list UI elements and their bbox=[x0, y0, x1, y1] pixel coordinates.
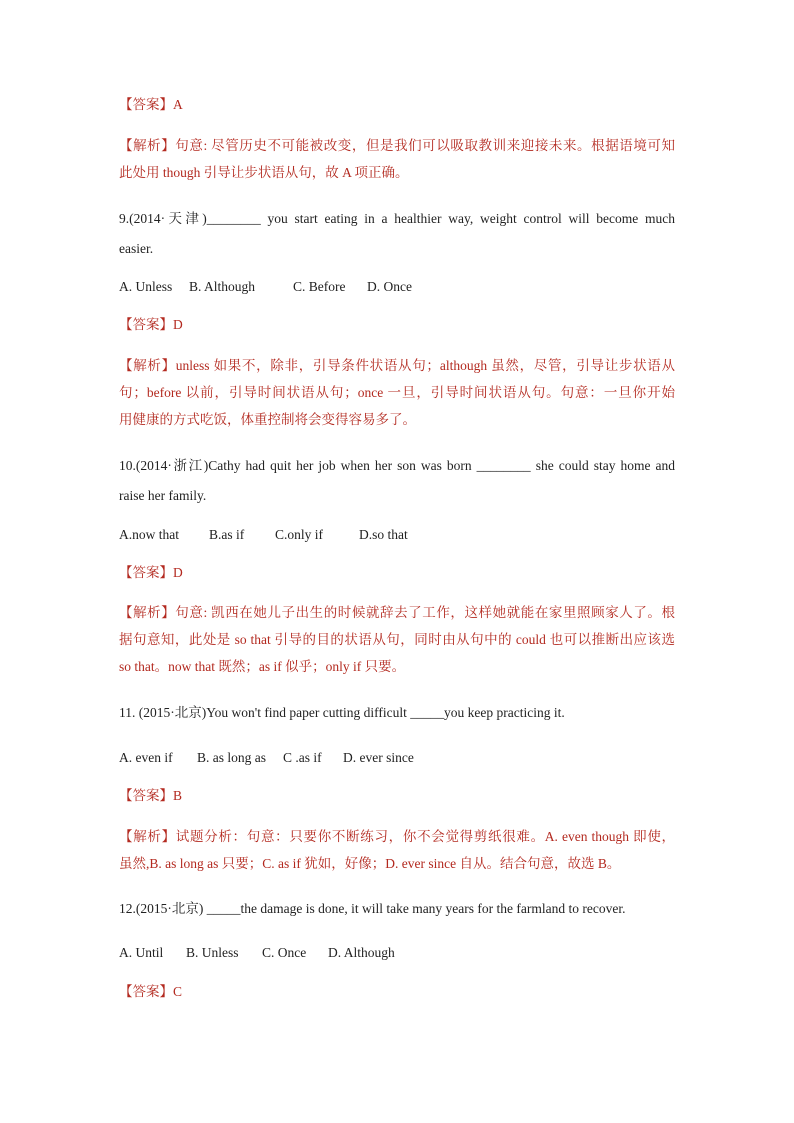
explanation-tag: 【解析】 bbox=[119, 829, 176, 844]
explanation-9-line-3: 用健康的方式吃饭，体重控制将会变得容易多了。 bbox=[119, 412, 416, 427]
option-a: A.now that bbox=[119, 527, 179, 542]
answer-tag: 【答案】 bbox=[119, 317, 173, 332]
option-d: D.so that bbox=[359, 527, 408, 542]
explanation-9-line-1 bbox=[119, 357, 675, 375]
answer-value: D bbox=[173, 317, 183, 332]
explanation-10-line-3: so that。now that 既然；as if 似乎；only if 只要。 bbox=[119, 659, 406, 674]
answer-tag: 【答案】 bbox=[119, 788, 173, 803]
explanation-text: 句意: 凯西在她儿子出生的时候就辞去了工作，这样她就能在家里照顾家人了。根 bbox=[175, 605, 676, 620]
question-10-line-2: raise her family. bbox=[119, 488, 207, 503]
answer-8 bbox=[119, 96, 675, 114]
answer-tag: 【答案】 bbox=[119, 565, 173, 580]
question-9-line-2: easier. bbox=[119, 241, 154, 256]
options-9 bbox=[119, 278, 675, 296]
question-11: 11. (2015·北京)You won't find paper cutting difficult _____you keep practicing it. bbox=[119, 705, 565, 720]
option-d: D. Once bbox=[367, 279, 412, 294]
explanation-tag: 【解析】 bbox=[119, 358, 176, 373]
option-d: D. Although bbox=[328, 945, 395, 960]
question-9-line-1: 9.(2014·天津)________ you start eating in a healthier way, weight control will become much bbox=[119, 211, 675, 226]
explanation-tag: 【解析】 bbox=[119, 138, 176, 153]
explanation-text: 句意: 尽管历史不可能被改变，但是我们可以吸取教训来迎接未来。根据语境可知 bbox=[175, 138, 676, 153]
option-b: B. as long as bbox=[197, 750, 266, 765]
answer-tag: 【答案】 bbox=[119, 97, 173, 112]
options-10 bbox=[119, 526, 675, 544]
option-b: B.as if bbox=[209, 527, 245, 542]
explanation-11-line-1 bbox=[119, 828, 675, 846]
options-12 bbox=[119, 944, 675, 962]
answer-11 bbox=[119, 787, 675, 805]
option-c: C.only if bbox=[275, 527, 324, 542]
option-a: A. Until bbox=[119, 945, 164, 960]
option-a: A. Unless bbox=[119, 279, 173, 294]
option-c: C .as if bbox=[283, 750, 322, 765]
option-b: B. Although bbox=[189, 279, 256, 294]
answer-9 bbox=[119, 316, 675, 334]
answer-value: B bbox=[173, 788, 183, 803]
explanation-11-line-2: 虽然,B. as long as 只要；C. as if 犹如，好像；D. ever since 自从。结合句意，故选 B。 bbox=[119, 856, 621, 871]
question-12: 12.(2015·北京) _____the damage is done, it will take many years for the farmland to recover. bbox=[119, 901, 626, 916]
option-c: C. Before bbox=[293, 279, 346, 294]
answer-value: A bbox=[173, 97, 183, 112]
explanation-10-line-2: 据句意知，此处是 so that 引导的目的状语从句，同时由从句中的 could 也可以推断出应该选 bbox=[119, 632, 675, 647]
option-b: B. Unless bbox=[186, 945, 239, 960]
answer-value: C bbox=[173, 984, 183, 999]
options-11 bbox=[119, 749, 675, 767]
option-a: A. even if bbox=[119, 750, 173, 765]
option-c: C. Once bbox=[262, 945, 307, 960]
explanation-tag: 【解析】 bbox=[119, 605, 176, 620]
explanation-9-line-2: 句；before 以前，引导时间状语从句；once 一旦，引导时间状语从句。句意：一旦你开始 bbox=[119, 385, 675, 400]
explanation-10-line-1 bbox=[119, 604, 675, 622]
answer-value: D bbox=[173, 565, 183, 580]
explanation-text: unless 如果不，除非，引导条件状语从句；although 虽然，尽管，引导让步状语从 bbox=[175, 358, 676, 373]
explanation-8-line-2: 此处用 though 引导让步状语从句，故 A 项正确。 bbox=[119, 165, 409, 180]
explanation-8-line-1 bbox=[119, 137, 675, 155]
answer-12 bbox=[119, 983, 675, 1001]
explanation-text: 试题分析：句意：只要你不断练习，你不会觉得剪纸很难。A. even though 即使， bbox=[175, 829, 676, 844]
question-10-line-1: 10.(2014·浙江)Cathy had quit her job when her son was born ________ she could stay home and bbox=[119, 458, 675, 473]
answer-tag: 【答案】 bbox=[119, 984, 173, 999]
answer-10 bbox=[119, 564, 675, 582]
option-d: D. ever since bbox=[343, 750, 414, 765]
